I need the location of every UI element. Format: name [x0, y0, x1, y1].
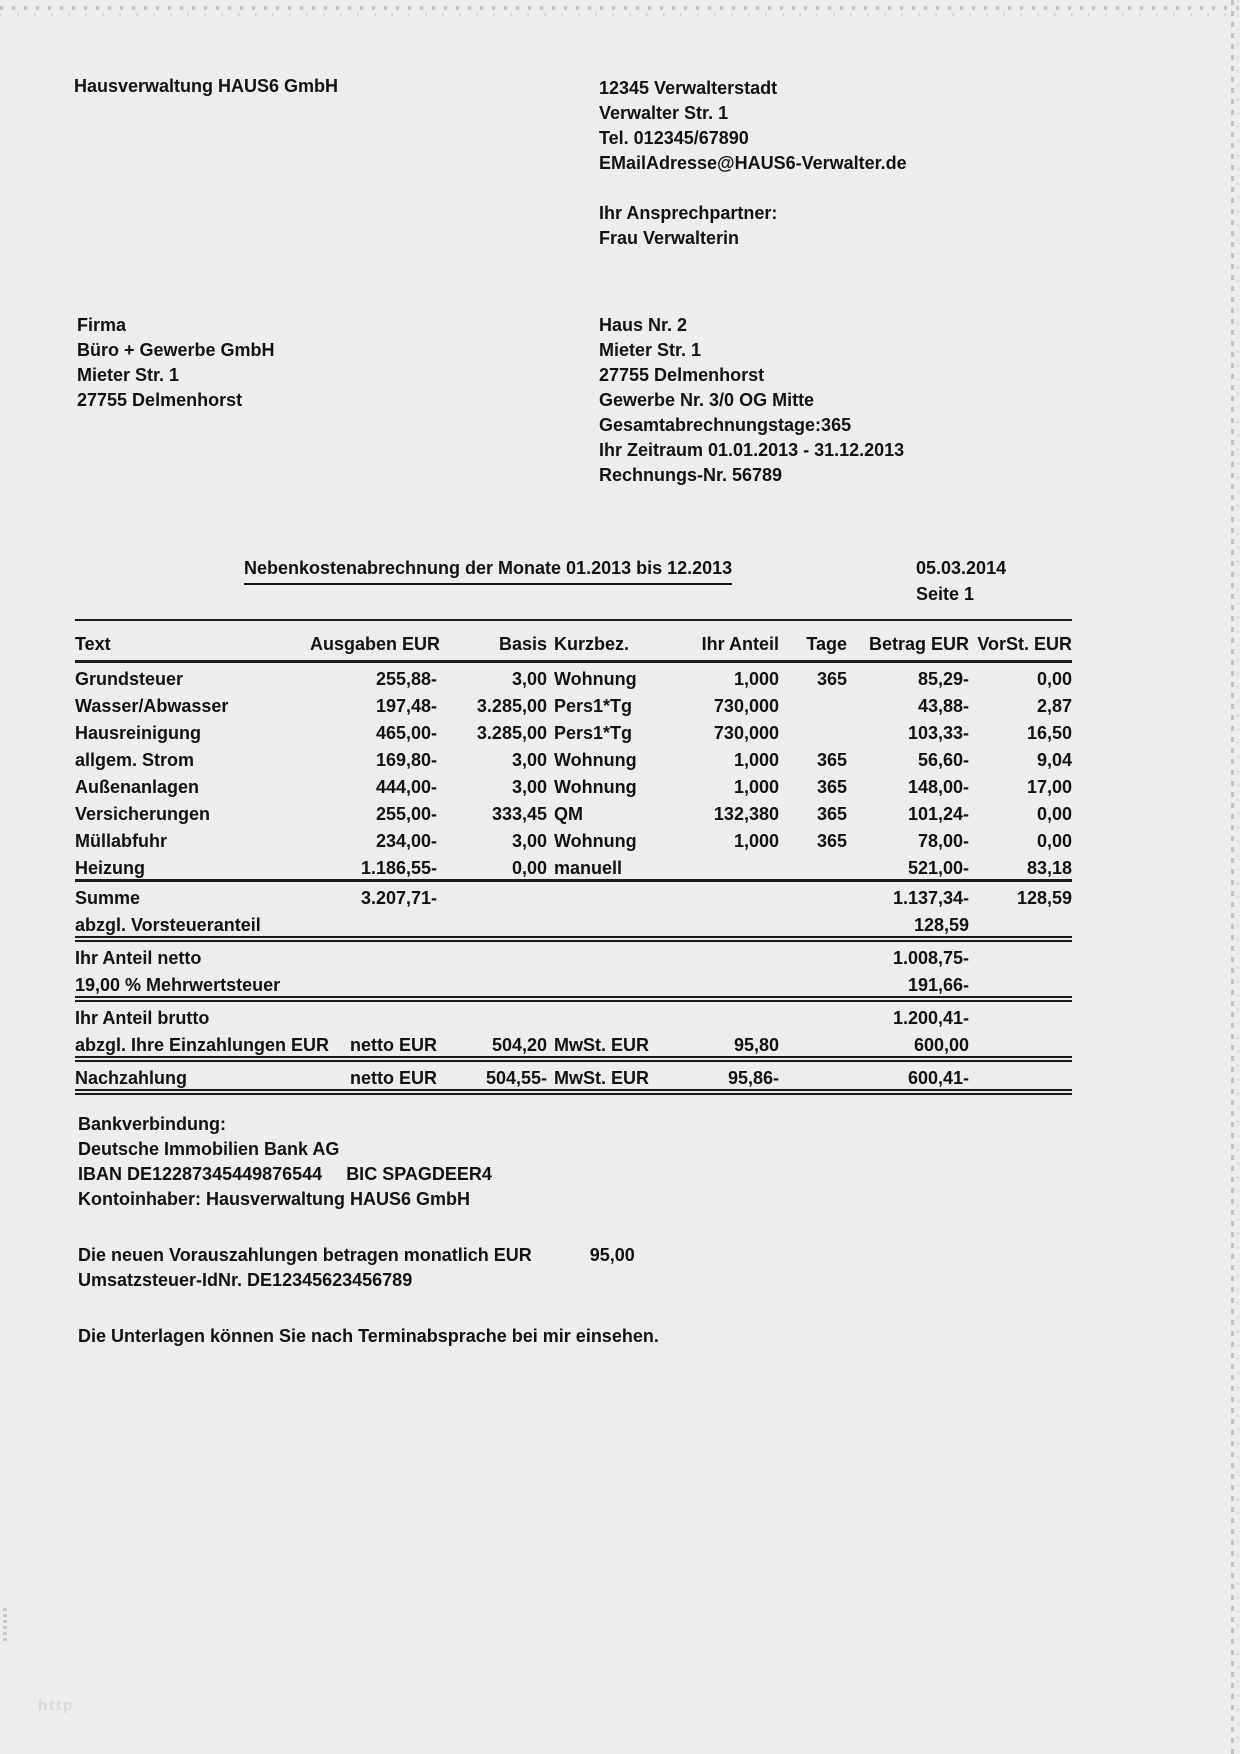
cell-basis: 504,20	[491, 1035, 547, 1055]
cell-tage	[779, 1029, 847, 1059]
cell-anteil: 1,000	[733, 669, 779, 689]
cell-text: Summe	[75, 881, 310, 910]
cell-anteil	[659, 939, 779, 969]
cell-basis	[437, 881, 547, 910]
contact-person-label: Ihr Ansprechpartner:	[599, 203, 778, 223]
cell-anteil: 1,000	[733, 831, 779, 851]
cell-tage: 365	[816, 750, 847, 770]
cell-betrag: 103,33-	[907, 723, 969, 743]
cell-basis: 3.285,00	[476, 723, 547, 743]
cell-vorst	[969, 999, 1072, 1029]
cell-anteil: 1,000	[733, 777, 779, 797]
cell-anteil	[659, 852, 779, 881]
col-header-basis: Basis	[437, 620, 547, 662]
property-line: Ihr Zeitraum 01.01.2013 - 31.12.2013	[599, 440, 905, 460]
table-row	[75, 798, 1072, 825]
cell-ausgaben	[310, 939, 437, 969]
cell-betrag: 1.200,41-	[847, 999, 969, 1029]
cell-ausgaben: 169,80-	[375, 750, 437, 770]
property-line: Haus Nr. 2	[599, 315, 688, 335]
contact-person-name: Frau Verwalterin	[599, 228, 740, 248]
cell-vorst: 0,00	[1036, 831, 1072, 851]
cell-basis	[437, 939, 547, 969]
scan-noise-right2	[1237, 0, 1239, 1754]
prepayment-value: 95,00	[589, 1245, 635, 1265]
property-line: Mieter Str. 1	[599, 340, 702, 360]
property-info-block	[599, 313, 904, 488]
cell-ausgaben	[310, 969, 437, 999]
bank-account-holder: Kontoinhaber: Hausverwaltung HAUS6 GmbH	[78, 1189, 471, 1209]
col-header-text: Text	[75, 620, 310, 662]
col-header-vorst: VorSt. EUR	[969, 620, 1072, 662]
cell-ausgaben: netto EUR	[350, 1035, 437, 1055]
cell-betrag: 191,66-	[907, 975, 969, 995]
cell-ausgaben	[310, 909, 437, 939]
table-row	[75, 852, 1072, 881]
bank-heading: Bankverbindung:	[78, 1114, 227, 1134]
cell-vorst: 2,87	[1036, 696, 1072, 716]
cell-anteil: 730,000	[713, 723, 779, 743]
cell-betrag: 148,00-	[907, 777, 969, 797]
document-date: 05.03.2014	[916, 558, 1007, 578]
cell-text: abzgl. Vorsteueranteil	[75, 915, 261, 935]
col-header-ausgaben: Ausgaben EUR	[310, 620, 437, 662]
cell-betrag: 56,60-	[917, 750, 969, 770]
cost-table	[75, 619, 1072, 1095]
cell-kurzbez: QM	[554, 804, 583, 824]
cell-vorst	[969, 939, 1072, 969]
cell-tage: 365	[816, 804, 847, 824]
bank-details-block	[78, 1112, 492, 1212]
cell-tage	[779, 717, 847, 744]
cell-vorst: 83,18	[1026, 858, 1072, 878]
scan-noise-left	[3, 1608, 7, 1642]
cell-basis: 3,00	[511, 777, 547, 797]
cell-text: Müllabfuhr	[75, 831, 167, 851]
cell-anteil: 132,380	[713, 804, 779, 824]
cell-betrag: 128,59	[913, 915, 969, 935]
cell-anteil	[659, 881, 779, 910]
vat-id: Umsatzsteuer-IdNr. DE12345623456789	[78, 1270, 413, 1290]
cell-tage	[779, 881, 847, 910]
sender-name: Hausverwaltung HAUS6 GmbH	[74, 76, 339, 96]
col-header-tage: Tage	[779, 620, 847, 662]
cell-text: allgem. Strom	[75, 750, 195, 770]
cell-vorst: 128,59	[969, 881, 1072, 910]
cell-kurzbez: manuell	[554, 858, 623, 878]
scan-noise-top	[0, 6, 1240, 10]
cell-basis	[437, 909, 547, 939]
property-line: Rechnungs-Nr. 56789	[599, 465, 783, 485]
cell-tage	[779, 969, 847, 999]
table-row	[75, 999, 1072, 1029]
table-row	[75, 939, 1072, 969]
property-line: 27755 Delmenhorst	[599, 365, 765, 385]
cell-betrag: 521,00-	[907, 858, 969, 878]
cell-text: Ihr Anteil brutto	[75, 999, 310, 1029]
cell-text: Versicherungen	[75, 804, 211, 824]
cell-anteil	[659, 969, 779, 999]
scan-watermark: http	[38, 1697, 75, 1714]
table-row	[75, 662, 1072, 691]
bank-name: Deutsche Immobilien Bank AG	[78, 1139, 340, 1159]
cell-betrag: 101,24-	[907, 804, 969, 824]
scan-noise-top2	[0, 13, 1240, 16]
sender-email: EMailAdresse@HAUS6-Verwalter.de	[599, 153, 907, 173]
cell-vorst	[969, 1059, 1072, 1092]
cell-text: Grundsteuer	[75, 669, 184, 689]
prepayment-label: Die neuen Vorauszahlungen betragen monatlich EUR	[78, 1245, 532, 1265]
cell-anteil	[659, 909, 779, 939]
cell-tage	[779, 909, 847, 939]
cell-vorst: 17,00	[1026, 777, 1072, 797]
cell-vorst: 16,50	[1026, 723, 1072, 743]
table-row	[75, 771, 1072, 798]
cell-kurzbez: MwSt. EUR	[554, 1035, 650, 1055]
sender-street: Verwalter Str. 1	[599, 103, 729, 123]
table-row	[75, 909, 1072, 939]
cell-ausgaben: 465,00-	[375, 723, 437, 743]
table-row	[75, 1029, 1072, 1059]
recipient-line: Mieter Str. 1	[77, 365, 180, 385]
cell-text: Außenanlagen	[75, 777, 200, 797]
prepayment-block	[78, 1243, 635, 1293]
sender-city: 12345 Verwalterstadt	[599, 78, 778, 98]
cell-ausgaben: 255,00-	[375, 804, 437, 824]
page-number: Seite 1	[916, 584, 975, 604]
cell-betrag: 43,88-	[917, 696, 969, 716]
property-line: Gesamtabrechnungstage:365	[599, 415, 852, 435]
cell-tage: 365	[816, 669, 847, 689]
cell-ausgaben: 444,00-	[375, 777, 437, 797]
table-row	[75, 717, 1072, 744]
table-row	[75, 881, 1072, 910]
cell-kurzbez: MwSt. EUR	[547, 1059, 659, 1092]
col-header-betrag: Betrag EUR	[847, 620, 969, 662]
table-row	[75, 744, 1072, 771]
col-header-anteil: Ihr Anteil	[659, 620, 779, 662]
cell-ausgaben: netto EUR	[310, 1059, 437, 1092]
cell-vorst: 0,00	[1036, 669, 1072, 689]
recipient-line: Firma	[77, 315, 127, 335]
cell-anteil: 95,86-	[659, 1059, 779, 1092]
cell-text: abzgl. Ihre Einzahlungen EUR	[75, 1035, 330, 1055]
cell-text: 19,00 % Mehrwertsteuer	[75, 975, 281, 995]
cell-betrag: 1.008,75-	[847, 939, 969, 969]
cell-vorst	[969, 1029, 1072, 1059]
table-row	[75, 1059, 1072, 1092]
sender-contact-block	[599, 76, 907, 251]
cell-ausgaben	[310, 999, 437, 1029]
cell-vorst	[969, 909, 1072, 939]
cell-basis: 3,00	[511, 669, 547, 689]
cell-ausgaben: 197,48-	[375, 696, 437, 716]
cell-kurzbez: Wohnung	[554, 777, 637, 797]
cell-betrag: 78,00-	[917, 831, 969, 851]
cell-anteil: 730,000	[713, 696, 779, 716]
bank-bic: BIC SPAGDEER4	[346, 1164, 492, 1184]
property-line: Gewerbe Nr. 3/0 OG Mitte	[599, 390, 815, 410]
cell-kurzbez: Wohnung	[554, 831, 637, 851]
cell-kurzbez: Pers1*Tg	[554, 696, 633, 716]
cell-kurzbez	[547, 999, 659, 1029]
cell-basis: 0,00	[511, 858, 547, 878]
cell-kurzbez	[547, 881, 659, 910]
cell-betrag: 600,41-	[847, 1059, 969, 1092]
cell-basis: 3.285,00	[476, 696, 547, 716]
cell-vorst: 9,04	[1036, 750, 1072, 770]
cell-betrag: 600,00	[913, 1035, 969, 1055]
cell-basis	[437, 999, 547, 1029]
recipient-address-block	[77, 313, 275, 413]
cell-tage	[779, 999, 847, 1029]
sender-phone: Tel. 012345/67890	[599, 128, 749, 148]
table-row	[75, 825, 1072, 852]
cell-ausgaben: 3.207,71-	[310, 881, 437, 910]
cell-anteil	[659, 999, 779, 1029]
table-row	[75, 969, 1072, 999]
cell-kurzbez	[547, 969, 659, 999]
cell-ausgaben: 1.186,55-	[360, 858, 437, 878]
col-header-kurzbez: Kurzbez.	[547, 620, 659, 662]
cell-anteil: 1,000	[733, 750, 779, 770]
cell-kurzbez	[547, 909, 659, 939]
cell-tage	[779, 690, 847, 717]
cell-tage	[779, 852, 847, 881]
cell-basis	[437, 969, 547, 999]
table-row	[75, 690, 1072, 717]
cell-text: Nachzahlung	[75, 1059, 310, 1092]
recipient-line: 27755 Delmenhorst	[77, 390, 243, 410]
cost-table-header	[75, 620, 1072, 662]
cell-ausgaben: 234,00-	[375, 831, 437, 851]
cell-tage: 365	[816, 831, 847, 851]
cell-kurzbez: Pers1*Tg	[554, 723, 633, 743]
cell-anteil: 95,80	[733, 1035, 779, 1055]
cell-tage	[779, 1059, 847, 1092]
cell-text: Ihr Anteil netto	[75, 939, 310, 969]
cell-basis: 3,00	[511, 750, 547, 770]
cost-table-body	[75, 662, 1072, 1093]
scan-noise-right	[1231, 0, 1234, 1754]
closing-note: Die Unterlagen können Sie nach Terminabsprache bei mir einsehen.	[78, 1326, 659, 1346]
cell-basis: 333,45	[491, 804, 547, 824]
cell-kurzbez: Wohnung	[554, 750, 637, 770]
cell-kurzbez: Wohnung	[554, 669, 637, 689]
cell-tage	[779, 939, 847, 969]
cell-kurzbez	[547, 939, 659, 969]
cell-text: Hausreinigung	[75, 723, 202, 743]
cell-vorst	[969, 969, 1072, 999]
cell-tage: 365	[816, 777, 847, 797]
cell-text: Wasser/Abwasser	[75, 696, 229, 716]
cell-basis: 3,00	[511, 831, 547, 851]
cell-betrag: 85,29-	[917, 669, 969, 689]
recipient-line: Büro + Gewerbe GmbH	[77, 340, 275, 360]
cell-vorst: 0,00	[1036, 804, 1072, 824]
document-title: Nebenkostenabrechnung der Monate 01.2013 bis 12.2013	[244, 558, 732, 585]
cell-text: Heizung	[75, 858, 145, 878]
bank-iban: IBAN DE12287345449876544	[78, 1164, 323, 1184]
cell-ausgaben: 255,88-	[375, 669, 437, 689]
cell-basis: 504,55-	[437, 1059, 547, 1092]
cell-betrag: 1.137,34-	[847, 881, 969, 910]
